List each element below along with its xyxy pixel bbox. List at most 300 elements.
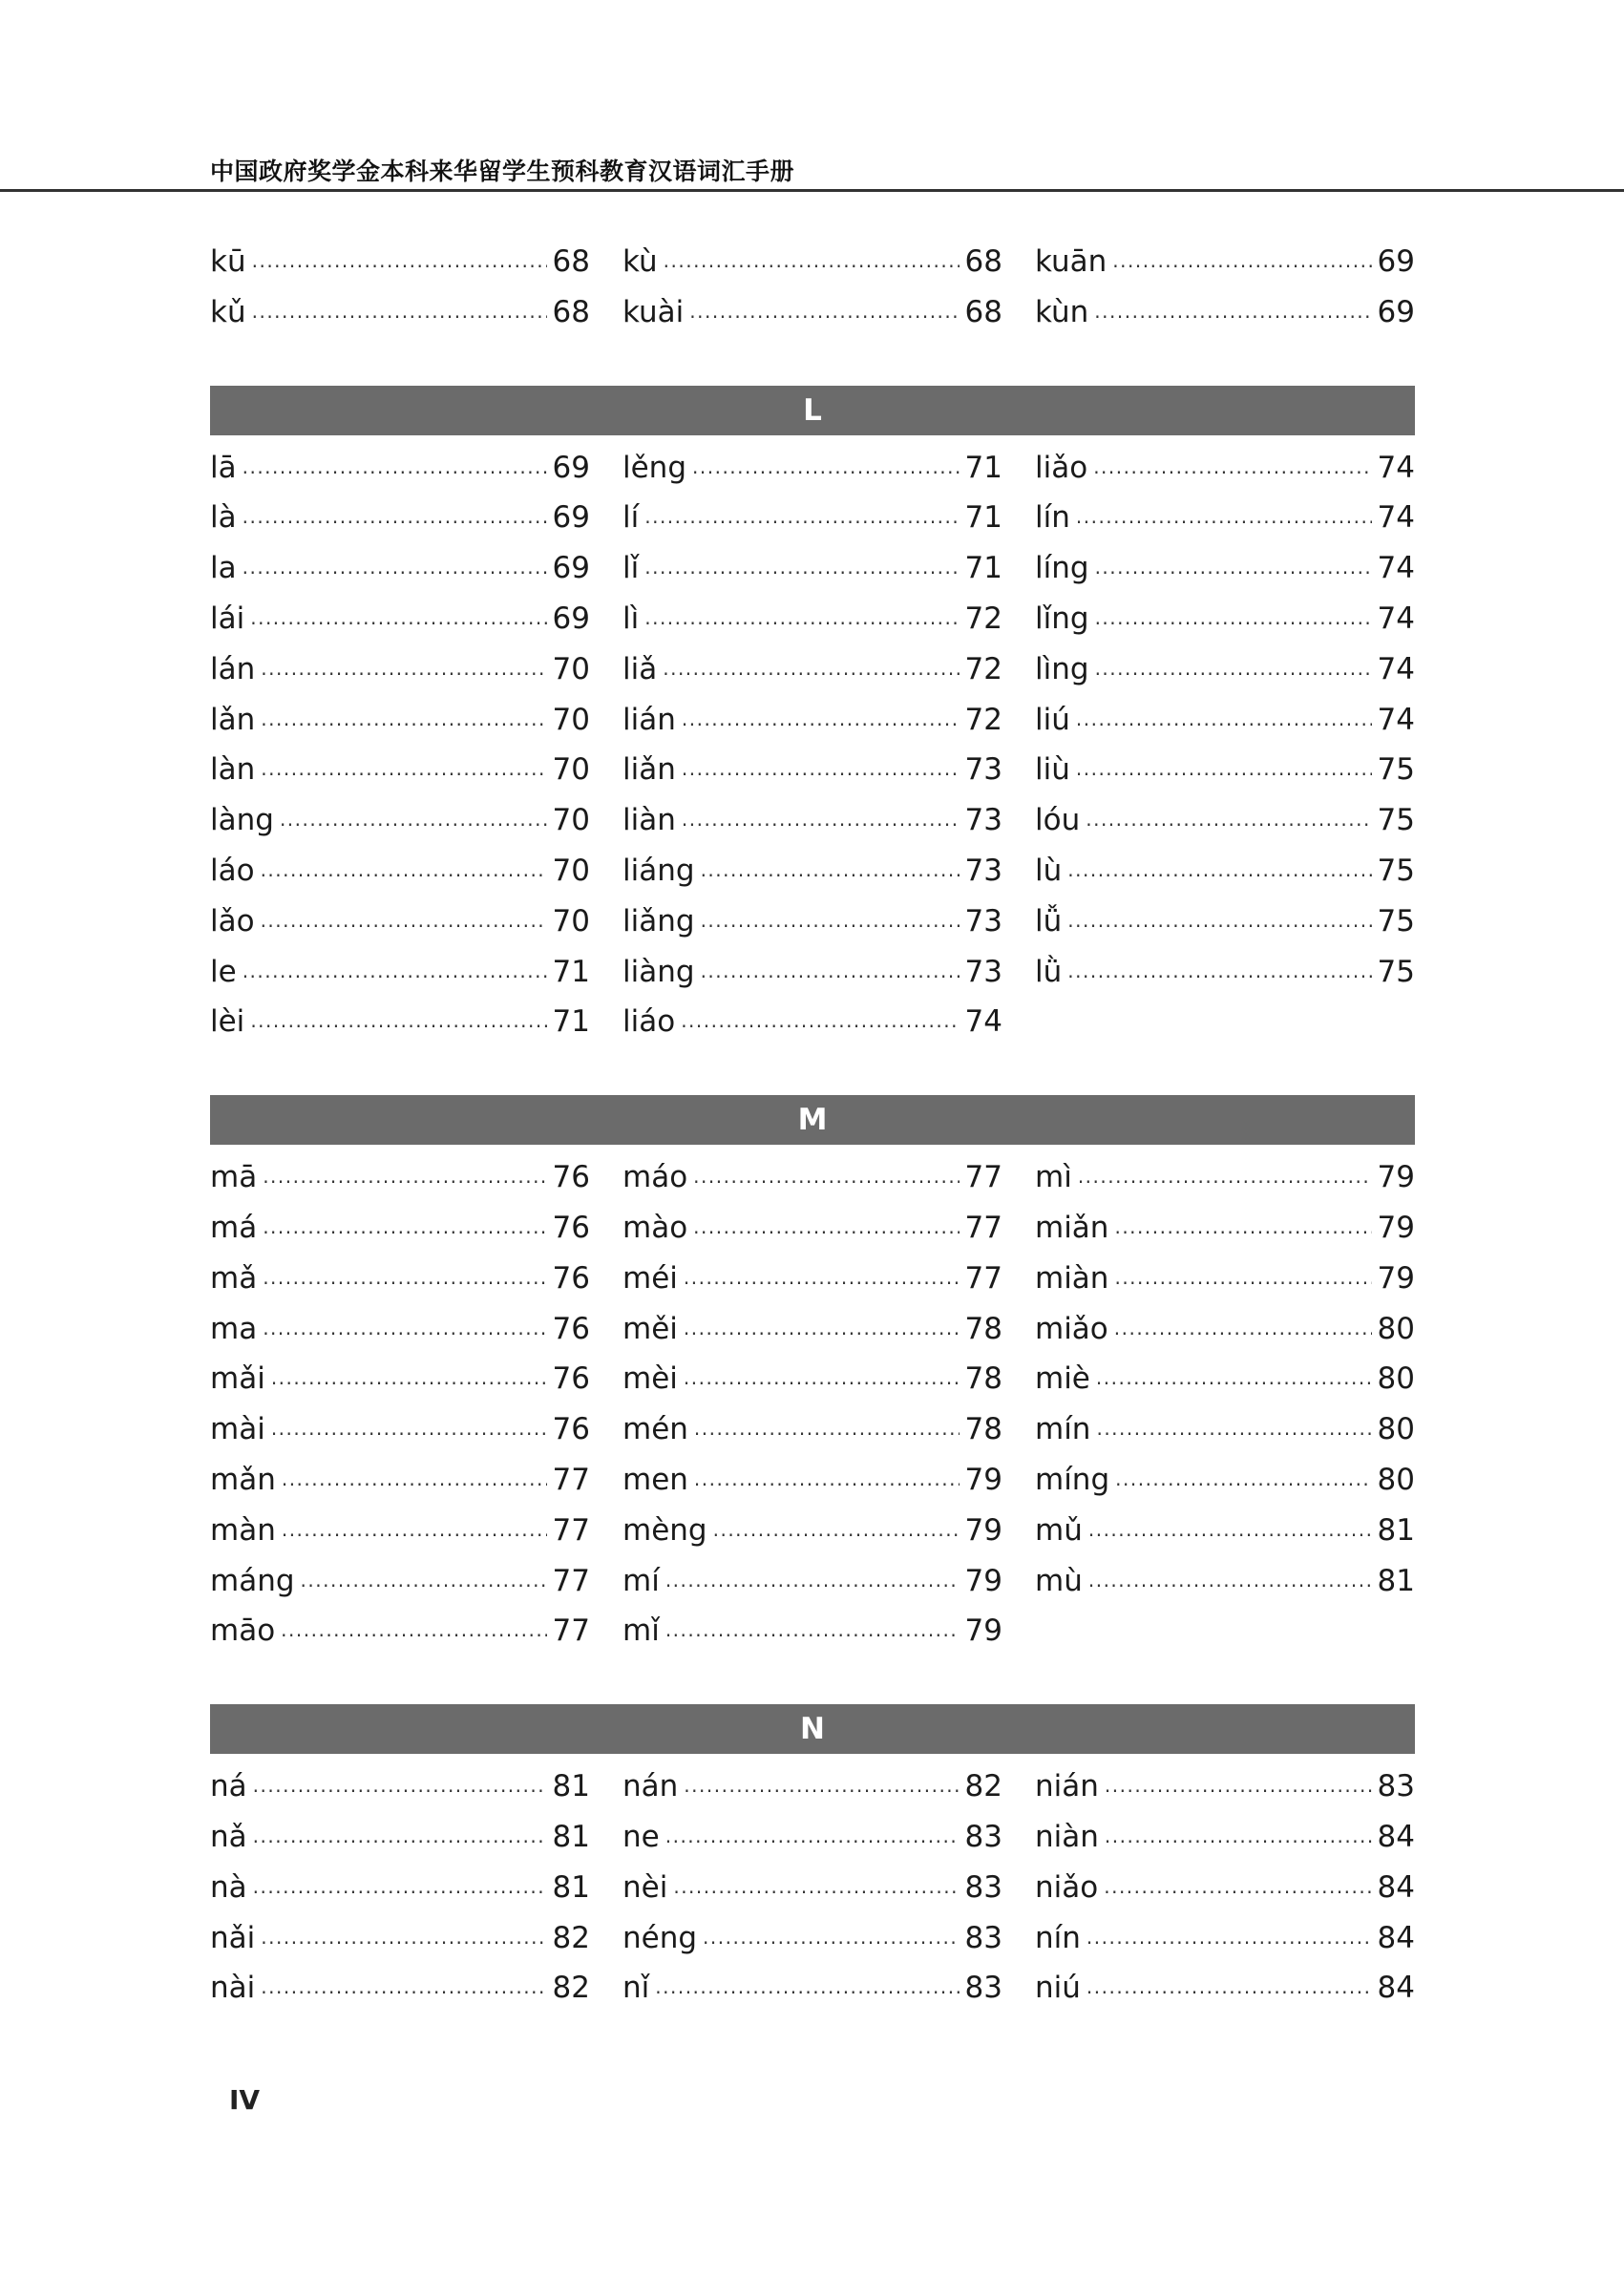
entry-syllable: lí bbox=[622, 500, 640, 536]
index-entry bbox=[1035, 745, 1415, 795]
entry-syllable: nài bbox=[210, 1971, 256, 2006]
entry-syllable: liǎng bbox=[622, 903, 695, 939]
leader-dots bbox=[1088, 1505, 1372, 1555]
leader-dots bbox=[1105, 1761, 1372, 1811]
index-entry bbox=[622, 644, 1002, 695]
index-entry bbox=[1035, 1254, 1415, 1304]
entry-page-number: 74 bbox=[1377, 450, 1415, 485]
leader-dots bbox=[1093, 442, 1371, 493]
entry-page-number: 68 bbox=[964, 294, 1002, 329]
index-entry bbox=[210, 1606, 590, 1656]
entry-syllable: liǎ bbox=[622, 651, 658, 686]
index-entry bbox=[1035, 695, 1415, 746]
entry-syllable: mào bbox=[622, 1210, 688, 1245]
entry-page-number: 77 bbox=[964, 1160, 1002, 1195]
entry-page-number: 76 bbox=[552, 1210, 590, 1245]
index-entry bbox=[622, 1254, 1002, 1304]
entry-page-number: 69 bbox=[1377, 294, 1415, 329]
entry-page-number: 83 bbox=[964, 1971, 1002, 2006]
column-gap bbox=[1002, 1761, 1035, 2014]
index-entry bbox=[210, 644, 590, 695]
page-number: IV bbox=[229, 2084, 261, 2116]
entry-page-number: 78 bbox=[964, 1311, 1002, 1346]
index-entry bbox=[622, 1963, 1002, 2014]
index-entry bbox=[210, 543, 590, 594]
entry-syllable: niǎo bbox=[1035, 1869, 1099, 1905]
entry-page-number: 83 bbox=[964, 1920, 1002, 1955]
entry-page-number: 70 bbox=[552, 651, 590, 686]
entry-syllable: mèng bbox=[622, 1512, 707, 1548]
leader-dots bbox=[665, 1811, 960, 1862]
entry-page-number: 82 bbox=[964, 1769, 1002, 1804]
entry-syllable: míng bbox=[1035, 1462, 1110, 1497]
entry-page-number: 78 bbox=[964, 1412, 1002, 1447]
entry-page-number: 71 bbox=[552, 1004, 590, 1040]
entry-syllable: mǔ bbox=[1035, 1512, 1083, 1548]
entry-page-number: 84 bbox=[1377, 1819, 1415, 1854]
leader-dots bbox=[1086, 794, 1371, 845]
entry-page-number: 72 bbox=[964, 651, 1002, 686]
entry-page-number: 80 bbox=[1377, 1462, 1415, 1497]
index-entry bbox=[210, 1203, 590, 1254]
entry-page-number: 75 bbox=[1377, 803, 1415, 838]
entry-syllable: miǎn bbox=[1035, 1210, 1109, 1245]
leader-dots bbox=[681, 996, 959, 1046]
leader-dots bbox=[1114, 1253, 1371, 1303]
leader-dots bbox=[684, 1253, 960, 1303]
leader-dots bbox=[250, 996, 546, 1046]
index-entry bbox=[622, 543, 1002, 594]
leader-dots bbox=[682, 794, 960, 845]
entry-page-number: 77 bbox=[552, 1512, 590, 1548]
entry-syllable: nián bbox=[1035, 1769, 1099, 1804]
index-entry bbox=[622, 997, 1002, 1047]
entry-page-number: 71 bbox=[964, 551, 1002, 586]
index-entry bbox=[622, 1152, 1002, 1203]
entry-page-number: 72 bbox=[964, 601, 1002, 636]
leader-dots bbox=[1114, 1303, 1372, 1354]
index-entry bbox=[1035, 237, 1415, 287]
entry-page-number: 79 bbox=[1377, 1260, 1415, 1296]
entry-syllable: mù bbox=[1035, 1563, 1083, 1598]
leader-dots bbox=[1096, 1353, 1372, 1403]
entry-page-number: 81 bbox=[1377, 1512, 1415, 1548]
index-entry bbox=[622, 1354, 1002, 1404]
leader-dots bbox=[250, 593, 546, 643]
leader-dots bbox=[1076, 694, 1372, 745]
column-gap bbox=[590, 443, 622, 1048]
section-header-m: M bbox=[210, 1095, 1415, 1145]
leader-dots bbox=[280, 794, 547, 845]
leader-dots bbox=[1067, 946, 1371, 997]
leader-dots bbox=[1086, 1912, 1372, 1963]
index-column bbox=[210, 237, 590, 338]
entry-page-number: 73 bbox=[964, 903, 1002, 939]
index-entry bbox=[622, 1455, 1002, 1506]
leader-dots bbox=[684, 1761, 959, 1811]
index-entry bbox=[1035, 1404, 1415, 1455]
entry-syllable: mèi bbox=[622, 1361, 678, 1397]
entry-syllable: màn bbox=[210, 1512, 276, 1548]
leader-dots bbox=[1076, 744, 1372, 794]
entry-syllable: kū bbox=[210, 244, 246, 279]
index-entry bbox=[622, 1812, 1002, 1863]
leader-dots bbox=[243, 492, 547, 542]
entry-syllable: nǎi bbox=[210, 1920, 256, 1955]
entry-page-number: 70 bbox=[552, 803, 590, 838]
entry-syllable: lì bbox=[622, 601, 640, 636]
index-entry bbox=[210, 594, 590, 644]
index-entry bbox=[1035, 1304, 1415, 1355]
leader-dots bbox=[644, 542, 959, 593]
index-entry bbox=[210, 443, 590, 494]
entry-page-number: 80 bbox=[1377, 1412, 1415, 1447]
leader-dots bbox=[1078, 1151, 1372, 1202]
index-column bbox=[1035, 1152, 1415, 1656]
entry-syllable: niú bbox=[1035, 1971, 1081, 2006]
entry-syllable: lóu bbox=[1035, 803, 1081, 838]
leader-dots bbox=[664, 236, 960, 286]
entry-page-number: 80 bbox=[1377, 1361, 1415, 1397]
index-column bbox=[622, 1761, 1002, 2014]
entry-page-number: 74 bbox=[1377, 500, 1415, 536]
index-entry bbox=[1035, 1963, 1415, 2014]
index-entry bbox=[1035, 543, 1415, 594]
index-column bbox=[1035, 1761, 1415, 2014]
entry-page-number: 77 bbox=[964, 1260, 1002, 1296]
leader-dots bbox=[693, 1202, 959, 1253]
entry-syllable: ne bbox=[622, 1819, 660, 1854]
leader-dots bbox=[1096, 1403, 1371, 1454]
leader-dots bbox=[252, 286, 547, 337]
entry-page-number: 83 bbox=[964, 1869, 1002, 1905]
index-entry bbox=[210, 1404, 590, 1455]
index-entry bbox=[210, 237, 590, 287]
entry-syllable: mǎ bbox=[210, 1260, 258, 1296]
entry-page-number: 76 bbox=[552, 1160, 590, 1195]
index-entry bbox=[210, 896, 590, 947]
entry-syllable: nín bbox=[1035, 1920, 1081, 1955]
leader-dots bbox=[282, 1505, 547, 1555]
leader-dots bbox=[701, 896, 960, 946]
index-entry bbox=[622, 695, 1002, 746]
leader-dots bbox=[701, 845, 960, 896]
index-entry bbox=[1035, 443, 1415, 494]
entry-page-number: 78 bbox=[964, 1361, 1002, 1397]
entry-page-number: 77 bbox=[552, 1614, 590, 1649]
leader-dots bbox=[692, 442, 960, 493]
section-entries bbox=[210, 1152, 1415, 1656]
entry-syllable: làng bbox=[210, 803, 274, 838]
entry-syllable: kǔ bbox=[210, 294, 246, 329]
column-gap bbox=[590, 1152, 622, 1656]
section-entries bbox=[210, 237, 1415, 338]
entry-page-number: 77 bbox=[964, 1210, 1002, 1245]
entry-syllable: lǎn bbox=[210, 702, 256, 737]
index-entry bbox=[622, 795, 1002, 846]
entry-page-number: 79 bbox=[1377, 1160, 1415, 1195]
entry-page-number: 73 bbox=[964, 853, 1002, 888]
entry-page-number: 73 bbox=[964, 803, 1002, 838]
entry-page-number: 81 bbox=[552, 1819, 590, 1854]
index-entry bbox=[210, 695, 590, 746]
entry-page-number: 83 bbox=[1377, 1769, 1415, 1804]
index-entry bbox=[210, 1354, 590, 1404]
leader-dots bbox=[261, 694, 546, 745]
column-gap bbox=[1002, 237, 1035, 338]
leader-dots bbox=[673, 1862, 959, 1912]
entry-syllable: lǎo bbox=[210, 903, 255, 939]
entry-syllable: mǎi bbox=[210, 1361, 265, 1397]
entry-page-number: 82 bbox=[552, 1971, 590, 2006]
entry-page-number: 75 bbox=[1377, 954, 1415, 989]
entry-syllable: làn bbox=[210, 752, 256, 788]
entry-page-number: 84 bbox=[1377, 1920, 1415, 1955]
leader-dots bbox=[1095, 643, 1372, 694]
leader-dots bbox=[644, 492, 959, 542]
leader-dots bbox=[261, 845, 547, 896]
entry-syllable: kù bbox=[622, 244, 658, 279]
leader-dots bbox=[665, 1605, 960, 1656]
index-entry bbox=[622, 1304, 1002, 1355]
index-entry bbox=[210, 745, 590, 795]
index-entry bbox=[1035, 1203, 1415, 1254]
leader-dots bbox=[665, 1555, 960, 1606]
leader-dots bbox=[253, 1811, 547, 1862]
entry-syllable: mǎn bbox=[210, 1462, 276, 1497]
entry-syllable: kuān bbox=[1035, 244, 1107, 279]
entry-syllable: nèi bbox=[622, 1869, 668, 1905]
leader-dots bbox=[655, 1962, 959, 2013]
index-entry bbox=[210, 287, 590, 338]
leader-dots bbox=[1095, 593, 1372, 643]
index-column bbox=[622, 237, 1002, 338]
entry-page-number: 76 bbox=[552, 1412, 590, 1447]
index-entry bbox=[622, 287, 1002, 338]
entry-page-number: 69 bbox=[552, 500, 590, 536]
index-entry bbox=[622, 947, 1002, 998]
section-header-n: N bbox=[210, 1704, 1415, 1754]
entry-page-number: 75 bbox=[1377, 903, 1415, 939]
leader-dots bbox=[252, 236, 547, 286]
entry-page-number: 69 bbox=[552, 450, 590, 485]
index-entry bbox=[622, 1761, 1002, 1812]
index-entry bbox=[1035, 1354, 1415, 1404]
leader-dots bbox=[271, 1403, 547, 1454]
index-entry bbox=[622, 1606, 1002, 1656]
leader-dots bbox=[1086, 1962, 1372, 2013]
index-entry bbox=[210, 1963, 590, 2014]
entry-syllable: mì bbox=[1035, 1160, 1072, 1195]
entry-syllable: liáng bbox=[622, 853, 695, 888]
entry-page-number: 72 bbox=[964, 702, 1002, 737]
leader-dots bbox=[263, 1253, 546, 1303]
entry-syllable: mín bbox=[1035, 1412, 1091, 1447]
index-entry bbox=[210, 1863, 590, 1913]
leader-dots bbox=[263, 1151, 546, 1202]
index-column bbox=[210, 1152, 590, 1656]
index-entry bbox=[1035, 795, 1415, 846]
leader-dots bbox=[684, 1353, 960, 1403]
entry-syllable: men bbox=[622, 1462, 688, 1497]
leader-dots bbox=[703, 1912, 960, 1963]
leader-dots bbox=[1067, 896, 1371, 946]
index-entry bbox=[1035, 287, 1415, 338]
index-entry bbox=[210, 1812, 590, 1863]
index-entry bbox=[622, 1404, 1002, 1455]
entry-syllable: lín bbox=[1035, 500, 1070, 536]
entry-syllable: máo bbox=[622, 1160, 688, 1195]
entry-syllable: niàn bbox=[1035, 1819, 1099, 1854]
index-column bbox=[1035, 443, 1415, 1048]
entry-page-number: 70 bbox=[552, 752, 590, 788]
entry-page-number: 79 bbox=[964, 1614, 1002, 1649]
entry-page-number: 70 bbox=[552, 903, 590, 939]
index-entry bbox=[1035, 846, 1415, 896]
leader-dots bbox=[263, 1303, 546, 1354]
entry-syllable: mén bbox=[622, 1412, 688, 1447]
index-entry bbox=[1035, 1506, 1415, 1556]
column-gap bbox=[1002, 443, 1035, 1048]
entry-syllable: láo bbox=[210, 853, 255, 888]
entry-syllable: mǐ bbox=[622, 1614, 660, 1649]
entry-syllable: nà bbox=[210, 1869, 247, 1905]
index-entry bbox=[210, 846, 590, 896]
entry-syllable: lìng bbox=[1035, 651, 1089, 686]
entry-page-number: 69 bbox=[1377, 244, 1415, 279]
index-entry bbox=[210, 1913, 590, 1964]
entry-syllable: liú bbox=[1035, 702, 1070, 737]
entry-syllable: māo bbox=[210, 1614, 276, 1649]
leader-dots bbox=[282, 1454, 547, 1505]
leader-dots bbox=[271, 1353, 547, 1403]
index-entry bbox=[1035, 1152, 1415, 1203]
index-entry bbox=[1035, 1761, 1415, 1812]
entry-page-number: 68 bbox=[552, 294, 590, 329]
leader-dots bbox=[644, 593, 959, 643]
entry-syllable: lǐ bbox=[622, 551, 640, 586]
leader-dots bbox=[261, 896, 547, 946]
entry-syllable: la bbox=[210, 551, 237, 586]
entry-syllable: là bbox=[210, 500, 237, 536]
running-header: 中国政府奖学金本科来华留学生预科教育汉语词汇手册 bbox=[210, 158, 795, 185]
entry-syllable: néng bbox=[622, 1920, 698, 1955]
leader-dots bbox=[663, 643, 959, 694]
entry-page-number: 79 bbox=[1377, 1210, 1415, 1245]
index-entry bbox=[210, 1761, 590, 1812]
leader-dots bbox=[281, 1605, 546, 1656]
entry-page-number: 74 bbox=[1377, 601, 1415, 636]
entry-page-number: 75 bbox=[1377, 853, 1415, 888]
index-column bbox=[622, 443, 1002, 1048]
leader-dots bbox=[689, 286, 959, 337]
section-header-l: L bbox=[210, 386, 1415, 435]
entry-syllable: mā bbox=[210, 1160, 258, 1195]
entry-syllable: měi bbox=[622, 1311, 678, 1346]
leader-dots bbox=[1104, 1862, 1371, 1912]
entry-syllable: liàng bbox=[622, 954, 695, 989]
index-entry bbox=[622, 896, 1002, 947]
column-gap bbox=[590, 237, 622, 338]
entry-syllable: miè bbox=[1035, 1361, 1090, 1397]
index-entry bbox=[622, 846, 1002, 896]
entry-page-number: 84 bbox=[1377, 1869, 1415, 1905]
entry-syllable: kùn bbox=[1035, 294, 1089, 329]
leader-dots bbox=[694, 1454, 960, 1505]
index-entry bbox=[1035, 1863, 1415, 1913]
index-entry bbox=[1035, 1812, 1415, 1863]
entry-page-number: 76 bbox=[552, 1361, 590, 1397]
entry-page-number: 75 bbox=[1377, 752, 1415, 788]
entry-syllable: liù bbox=[1035, 752, 1070, 788]
index-entry bbox=[1035, 896, 1415, 947]
entry-syllable: lǐng bbox=[1035, 601, 1089, 636]
entry-syllable: lái bbox=[210, 601, 245, 636]
entry-syllable: máng bbox=[210, 1563, 295, 1598]
entry-page-number: 74 bbox=[1377, 702, 1415, 737]
index-entry bbox=[1035, 947, 1415, 998]
index-column bbox=[210, 443, 590, 1048]
leader-dots bbox=[261, 1912, 546, 1963]
entry-syllable: miǎo bbox=[1035, 1311, 1108, 1346]
index-entry bbox=[622, 745, 1002, 795]
entry-page-number: 71 bbox=[964, 500, 1002, 536]
entry-syllable: mài bbox=[210, 1412, 265, 1447]
entry-syllable: le bbox=[210, 954, 237, 989]
leader-dots bbox=[263, 1202, 546, 1253]
entry-syllable: liàn bbox=[622, 803, 676, 838]
entry-page-number: 79 bbox=[964, 1462, 1002, 1497]
entry-syllable: kuài bbox=[622, 294, 685, 329]
index-entry bbox=[622, 443, 1002, 494]
leader-dots bbox=[713, 1505, 960, 1555]
entry-page-number: 68 bbox=[552, 244, 590, 279]
section-entries bbox=[210, 443, 1415, 1048]
index-entry bbox=[1035, 1913, 1415, 1964]
leader-dots bbox=[701, 946, 960, 997]
index-entry bbox=[210, 1152, 590, 1203]
index-entry bbox=[210, 1506, 590, 1556]
index-entry bbox=[622, 1556, 1002, 1607]
leader-dots bbox=[261, 744, 546, 794]
entry-page-number: 74 bbox=[1377, 551, 1415, 586]
entry-page-number: 79 bbox=[964, 1512, 1002, 1548]
index-entry bbox=[210, 947, 590, 998]
entry-syllable: líng bbox=[1035, 551, 1089, 586]
leader-dots bbox=[243, 946, 547, 997]
index-entry bbox=[622, 594, 1002, 644]
entry-page-number: 71 bbox=[964, 450, 1002, 485]
entry-syllable: lán bbox=[210, 651, 256, 686]
leader-dots bbox=[253, 1862, 547, 1912]
entry-page-number: 74 bbox=[964, 1004, 1002, 1040]
entry-syllable: má bbox=[210, 1210, 258, 1245]
leader-dots bbox=[693, 1151, 959, 1202]
index-entry bbox=[622, 1506, 1002, 1556]
index-column bbox=[1035, 237, 1415, 338]
index-entry bbox=[210, 1254, 590, 1304]
leader-dots bbox=[1114, 1202, 1371, 1253]
entry-syllable: lèi bbox=[210, 1004, 245, 1040]
entry-page-number: 77 bbox=[552, 1563, 590, 1598]
leader-dots bbox=[243, 542, 547, 593]
index-entry bbox=[1035, 1455, 1415, 1506]
index-entry bbox=[1035, 493, 1415, 543]
leader-dots bbox=[1115, 1454, 1371, 1505]
index-entry bbox=[622, 1863, 1002, 1913]
entry-page-number: 71 bbox=[552, 954, 590, 989]
leader-dots bbox=[1088, 1555, 1372, 1606]
